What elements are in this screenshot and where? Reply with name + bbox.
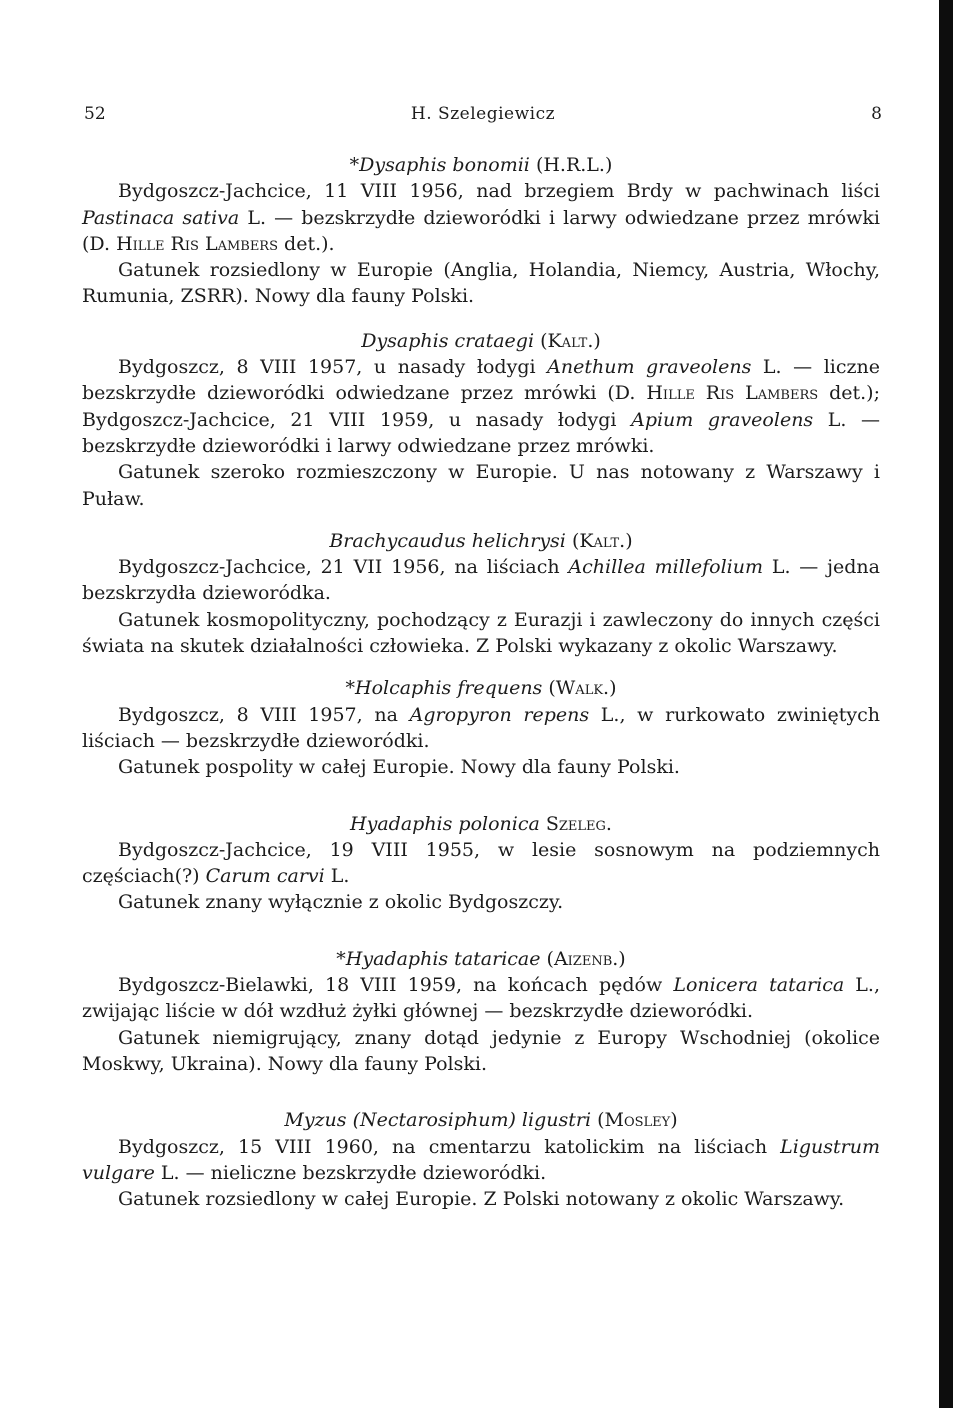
record-paragraph: Bydgoszcz, 15 VIII 1960, na cmentarzu katolickim na liściach Ligustrum vulgare L. — nieliczne bezskrzydłe dzieworódki. [82, 1135, 880, 1184]
species-name: Hyadaphis tataricae [345, 947, 541, 970]
new-record-star: * [349, 154, 360, 176]
distribution-paragraph: Gatunek kosmopolityczny, pochodzący z Eurazji i zawleczony do innych części świata na skutek działalności człowieka. Z Polski wykazany z okolic Warszawy. [82, 608, 880, 658]
species-heading [82, 675, 880, 701]
new-record-star: * [345, 677, 355, 700]
page-edge [939, 0, 953, 1408]
species-author: Szeleg. [545, 812, 612, 835]
record-paragraph: Bydgoszcz, 8 VIII 1957, u nasady łodygi Anethum graveolens L. — liczne bezskrzydłe dzieworódki odwiedzane przez mrówki (D. Hille Ris Lambers det.); Bydgoszcz-Jachcice, 21 VIII 1959, u nasady łodygi Apium graveolens L. — bezskrzydłe dzieworódki i larwy odwiedzane przez mrówki. [82, 356, 880, 457]
species-name: Dysaphis bonomii [359, 154, 530, 176]
species-heading [82, 328, 880, 354]
page-number: 52 [84, 104, 106, 124]
species-author: (Aizenb.) [546, 947, 626, 970]
species-heading [82, 946, 880, 972]
species-author: (Kalt.) [540, 329, 601, 352]
article-body [82, 152, 880, 1212]
species-author: (Walk.) [548, 677, 617, 700]
species-heading [82, 811, 880, 837]
record-paragraph: Bydgoszcz, 8 VIII 1957, na Agropyron repens L., w rurkowato zwiniętych liściach — bezskrzydłe dzieworódki. [82, 703, 880, 752]
distribution-paragraph: Gatunek pospolity w całej Europie. Nowy dla fauny Polski. [118, 756, 680, 779]
distribution-paragraph: Gatunek rozsiedlony w Europie (Anglia, Holandia, Niemcy, Austria, Włochy, Rumunia, ZSRR). Nowy dla fauny Polski. [82, 259, 880, 308]
species-heading [82, 152, 880, 178]
species-heading [82, 528, 880, 554]
distribution-paragraph: Gatunek rozsiedlony w całej Europie. Z Polski notowany z okolic Warszawy. [118, 1188, 845, 1211]
species-name: Dysaphis crataegi [361, 329, 535, 352]
new-record-star: * [336, 947, 346, 970]
distribution-paragraph: Gatunek znany wyłącznie z okolic Bydgoszczy. [118, 891, 564, 914]
species-author: (Mosley) [597, 1109, 678, 1132]
sheet-mark: 8 [871, 104, 882, 124]
record-paragraph: Bydgoszcz-Jachcice, 19 VIII 1955, w lesie sosnowym na podziemnych częściach(?) Carum carvi L. [82, 838, 880, 888]
record-paragraph: Bydgoszcz-Bielawki, 18 VIII 1959, na końcach pędów Lonicera tatarica L., zwijając liście w dół wzdłuż żyłki głównej — bezskrzydłe dzieworódki. [82, 974, 880, 1023]
record-paragraph: Bydgoszcz-Jachcice, 11 VIII 1956, nad brzegiem Brdy w pachwinach liści Pastinaca sativa L. — bezskrzydłe dzieworódki i larwy odwiedzane przez mrówki (D. Hille Ris Lambers det.). [82, 180, 880, 255]
distribution-paragraph: Gatunek szeroko rozmieszczony w Europie. U nas notowany z Warszawy i Puław. [82, 461, 880, 510]
species-name: Brachycaudus helichrysi [329, 529, 566, 552]
species-author: (Kalt.) [571, 529, 633, 552]
running-title: H. Szelegiewicz [410, 104, 556, 124]
distribution-paragraph: Gatunek niemigrujący, znany dotąd jedynie z Europy Wschodniej (okolice Moskwy, Ukraina). Nowy dla fauny Polski. [82, 1026, 880, 1075]
species-name: Hyadaphis polonica [350, 812, 540, 835]
species-heading [82, 1107, 880, 1133]
species-author: (H.R.L.) [535, 154, 613, 176]
species-name: Myzus (Nectarosiphum) ligustri [284, 1109, 592, 1132]
record-paragraph: Bydgoszcz-Jachcice, 21 VII 1956, na liściach Achillea millefolium L. — jedna bezskrzydła dzieworódka. [82, 556, 880, 605]
species-name: Holcaphis frequens [355, 677, 543, 700]
running-header [84, 104, 882, 134]
